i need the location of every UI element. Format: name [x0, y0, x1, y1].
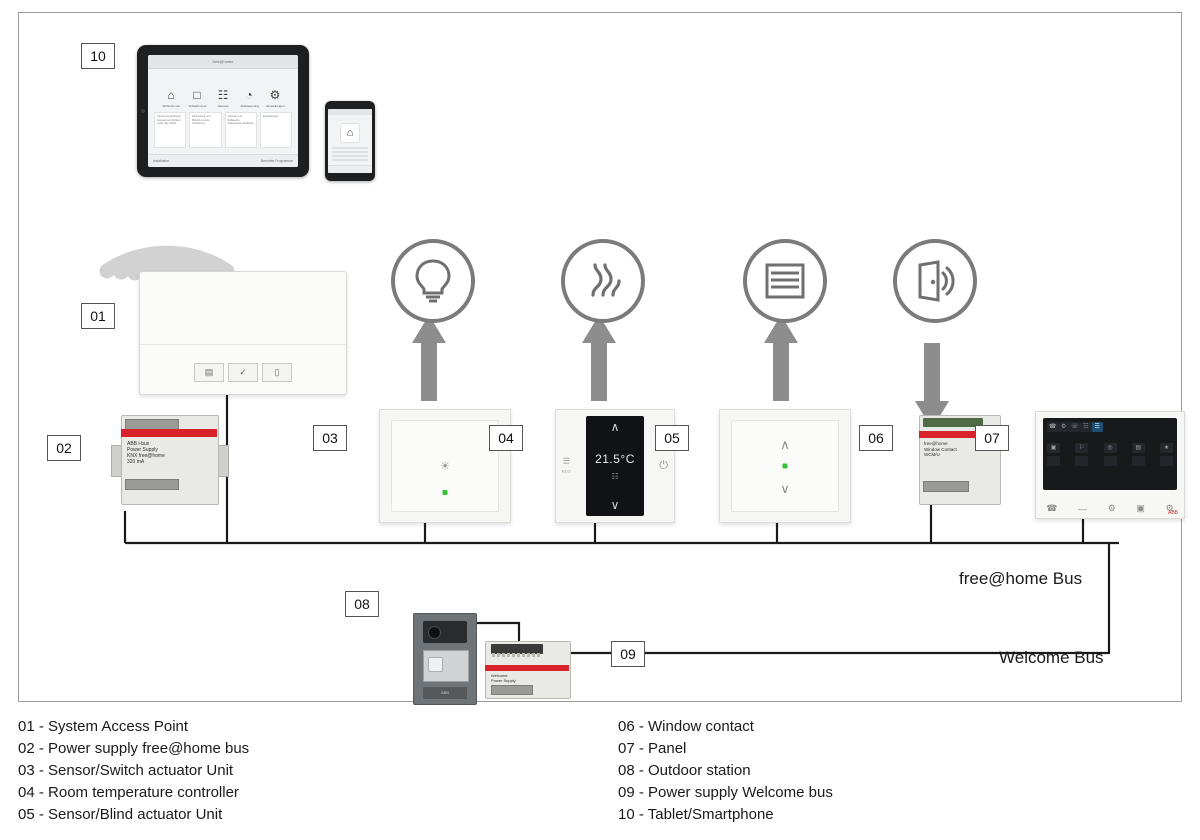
din-terminal-bottom — [125, 479, 179, 490]
legend-item: 04 - Room temperature controller — [18, 784, 239, 801]
sensor-blind-actuator-unit[interactable] — [719, 409, 851, 523]
panel-cell[interactable]: ☎ — [1048, 424, 1057, 430]
power-supply-free-home-bus — [111, 411, 227, 509]
tablet-card[interactable]: Steuerung beliebiger Geraete komfortabel ueber das Tablet — [154, 112, 186, 148]
panel-cell[interactable]: ▣ — [1047, 443, 1060, 453]
panel-screen-row — [1047, 456, 1173, 466]
panel-cell[interactable]: ☏ — [1071, 424, 1079, 430]
legend-item: 01 - System Access Point — [18, 718, 189, 735]
camera-lens-icon — [428, 626, 441, 639]
welcome-panel[interactable] — [1035, 411, 1185, 519]
tablet-icon-row — [148, 69, 298, 108]
legend-item: 10 - Tablet/Smartphone — [618, 806, 774, 823]
phone-screen — [328, 109, 372, 173]
eco-icon: ☰ ECO — [562, 456, 571, 474]
din9-red-bar — [485, 665, 569, 671]
bus-label-welcome: Welcome Bus — [999, 648, 1104, 667]
camera-icon[interactable]: ▣ — [1136, 503, 1145, 513]
din9-label-line: Welcome — [491, 673, 508, 678]
panel-cell[interactable] — [1075, 456, 1088, 466]
sap-button-1[interactable]: ▤ — [194, 363, 224, 382]
home-icon: ⌂ — [167, 88, 175, 102]
gear-icon: ⚙ — [269, 88, 281, 102]
home-app-icon[interactable]: ⌂ — [340, 123, 360, 143]
legend-item: 07 - Panel — [618, 740, 687, 757]
panel-cell[interactable]: ☰ — [1092, 422, 1103, 432]
tablet-screen — [148, 55, 298, 167]
outdoor-station[interactable] — [413, 613, 477, 705]
tablet-card[interactable]: Jalousie und Rolllaeden zeitgesteuert bedienen — [225, 112, 257, 148]
phone-content-lines — [328, 147, 372, 161]
panel-screen-row — [1047, 443, 1173, 453]
din-label-line: 320 mA — [127, 459, 145, 465]
tablet-tile-3[interactable] — [241, 88, 258, 108]
panel-cell[interactable]: ⚙ — [1058, 422, 1069, 432]
switch-rocker[interactable] — [391, 420, 499, 512]
panel-cell[interactable] — [1104, 456, 1117, 466]
minus-icon[interactable]: — — [1078, 503, 1088, 514]
panel-screen-row: ☎ ⚙ ☏ ☷ ☰ developer — [1048, 422, 1173, 439]
din6-terminal-green — [923, 418, 983, 427]
din6-label-line: WCM/U — [924, 452, 940, 457]
settings-icon[interactable]: ⚙ — [1165, 503, 1174, 513]
tablet-tile-4[interactable] — [267, 88, 284, 108]
din9-terminal-top — [491, 644, 543, 654]
sap-button-2[interactable]: ✓ — [228, 363, 258, 382]
tablet-tile-label: Einstellungen — [266, 104, 285, 108]
tablet-device[interactable] — [137, 45, 309, 177]
blind-up-button[interactable]: ∧ — [780, 437, 790, 452]
tablet-status-bar: free@home — [148, 55, 298, 69]
legend-item: 03 - Sensor/Switch actuator Unit — [18, 762, 234, 779]
rtc-display — [586, 416, 644, 516]
tablet-tile-2[interactable] — [215, 88, 232, 108]
phone-footer — [328, 165, 372, 173]
callout-01: 01 — [81, 303, 115, 329]
panel-cell[interactable] — [1132, 456, 1145, 466]
callout-09: 09 — [611, 641, 645, 667]
callout-06: 06 — [859, 425, 893, 451]
din-red-bar — [121, 429, 217, 437]
legend-item: 08 - Outdoor station — [618, 762, 751, 779]
panel-screen[interactable] — [1043, 418, 1177, 490]
eco-label: ECO — [562, 468, 571, 474]
lightbulb-icon — [391, 239, 475, 323]
tablet-tile-1[interactable] — [189, 88, 206, 108]
status-led — [783, 464, 788, 469]
tablet-tile-label: Jalousie — [217, 104, 229, 108]
rtc-mode-icon: ☷ — [611, 472, 619, 481]
outdoor-brand: ABB — [423, 687, 467, 699]
blind-rocker[interactable] — [731, 420, 839, 512]
tablet-tile-label: Schlafzimmer — [188, 104, 207, 108]
din9-label-line: Power Supply — [491, 678, 516, 683]
tablet-camera-icon — [141, 109, 145, 113]
tablet-tile-label: Zeitsteuerung — [240, 104, 259, 108]
callout-07: 07 — [975, 425, 1009, 451]
heating-waves-icon — [561, 239, 645, 323]
gear-icon[interactable]: ⚙ — [1107, 503, 1116, 513]
tablet-card[interactable]: Einbindung und Betrieb smarter Funktionen — [189, 112, 221, 148]
legend-item: 05 - Sensor/Blind actuator Unit — [18, 806, 223, 823]
panel-cell[interactable]: ★ — [1160, 443, 1173, 453]
din-label — [127, 441, 197, 465]
door-communication-icon — [893, 239, 977, 323]
din6-label-line: Window Contact — [924, 446, 957, 452]
callout-04: 04 — [489, 425, 523, 451]
callout-03: 03 — [313, 425, 347, 451]
doorbell-button[interactable] — [428, 657, 443, 672]
din6-terminal-bottom — [923, 481, 969, 492]
rtc-up-button[interactable]: ∧ — [610, 420, 620, 434]
din9-label — [491, 673, 516, 683]
diagram-frame — [18, 12, 1182, 702]
power-icon[interactable]: ⏻ — [659, 459, 668, 472]
din-label-line: Power Supply — [127, 447, 158, 453]
sap-button-row — [194, 363, 292, 382]
tablet-footer-left: Installation — [153, 159, 170, 163]
status-led — [443, 490, 448, 495]
panel-cell[interactable]: ☷ — [1080, 422, 1091, 432]
panel-brand: ABB — [1167, 510, 1178, 516]
din6-label-line: free@home — [924, 441, 948, 446]
legend-item: 02 - Power supply free@home bus — [18, 740, 250, 757]
legend-column-right — [618, 716, 833, 826]
panel-cell[interactable]: ⚐ — [1075, 443, 1088, 453]
blind-down-button[interactable]: ∨ — [780, 481, 790, 496]
tablet-card-row — [148, 108, 298, 152]
bulb-icon: □ — [193, 88, 201, 102]
blind-icon: ☷ — [217, 88, 229, 102]
din-label-line: KNX free@home — [127, 453, 165, 459]
panel-cell[interactable] — [1047, 456, 1060, 466]
bus-label-free-home: free@home Bus — [959, 569, 1083, 588]
panel-button-row — [1036, 503, 1184, 514]
tablet-footer — [148, 154, 298, 167]
panel-cell[interactable]: ◎ — [1104, 443, 1117, 453]
phone-status-bar — [328, 109, 372, 115]
clock-icon: ◔ — [245, 88, 253, 102]
phone-icon[interactable]: ☎ — [1046, 503, 1058, 513]
panel-cell[interactable]: ▤ — [1132, 443, 1145, 453]
rtc-down-button[interactable]: ∨ — [610, 498, 620, 512]
panel-cell[interactable] — [1160, 456, 1173, 466]
tablet-tile-label: Wohnzimmer — [162, 104, 181, 108]
callout-02: 02 — [47, 435, 81, 461]
lightbulb-icon: ☀ — [439, 459, 451, 473]
system-access-point[interactable] — [139, 271, 347, 395]
legend-item: 09 - Power supply Welcome bus — [618, 784, 833, 801]
power-supply-welcome-bus — [481, 635, 573, 703]
blind-shutter-icon — [743, 239, 827, 323]
tablet-footer-right: Benutzte Programme — [260, 159, 293, 163]
din-label-line: ABB i-bus — [127, 441, 150, 447]
sap-divider — [140, 344, 346, 345]
smartphone-device[interactable] — [325, 101, 375, 181]
callout-10: 10 — [81, 43, 115, 69]
callout-08: 08 — [345, 591, 379, 617]
legend-item: 06 - Window contact — [618, 718, 754, 735]
rtc-temperature-value: 21.5°C — [595, 452, 635, 466]
legend-column-left — [18, 716, 249, 826]
tablet-tile-0[interactable] — [163, 88, 180, 108]
callout-05: 05 — [655, 425, 689, 451]
tablet-card[interactable]: Einstellungen — [260, 112, 292, 148]
sap-button-3[interactable]: ▯ — [262, 363, 292, 382]
din9-terminal-bottom — [491, 685, 533, 695]
